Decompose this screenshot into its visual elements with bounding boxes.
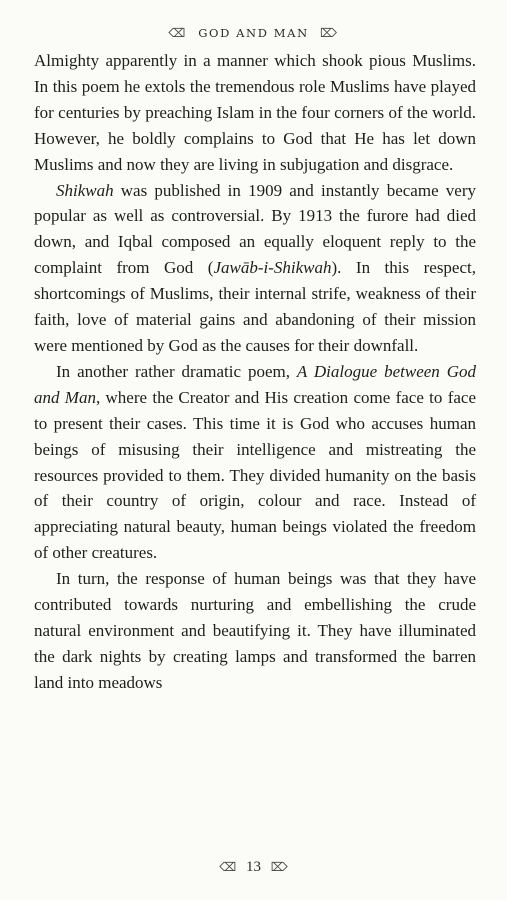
- right-ornament-icon: ⌦: [270, 860, 288, 874]
- paragraph-2: [34, 178, 476, 359]
- left-ornament-icon: ⌫: [219, 860, 237, 874]
- italic-title-dialogue: A Dialogue between God and Man: [34, 361, 476, 407]
- page-number: 13: [246, 859, 261, 875]
- right-ornament-icon: ⌦: [320, 26, 339, 40]
- paragraph-3: [34, 359, 476, 566]
- paragraph-3-text-a: In another rather dramatic poem,: [56, 361, 297, 381]
- chapter-title: GOD AND MAN: [198, 26, 309, 40]
- running-head: [0, 26, 507, 40]
- italic-title-shikwah: Shikwah: [56, 180, 114, 200]
- left-ornament-icon: ⌫: [168, 26, 187, 40]
- page-footer: [0, 859, 507, 876]
- paragraph-2-text-a: was published in 1909 and instantly became very popular as well as controversial. By 1913 the furore had died down, and Iqbal composed an equally eloquent reply to the complaint from God (: [34, 180, 476, 278]
- paragraph-2-text-b: ). In this respect, shortcomings of Muslims, their internal strife, weakness of their faith, love of material gains and abandoning of their mission were mentioned by God as the causes for their downfall.: [34, 258, 476, 355]
- paragraph-4: In turn, the response of human beings was that they have contributed towards nurturing and embellishing the crude natural environment and beautifying it. They have illuminated the dark nights by creating lamps and transformed the barren land into meadows: [34, 569, 476, 692]
- paragraph-3-text-b: , where the Creator and His creation come face to face to present their cases. This time it is God who accuses human beings of misusing their intelligence and mistreating the resources provided to them. They divided humanity on the basis of their country of origin, colour and race. Instead of appreciating natural beauty, human beings violated the freedom of other creatures.: [34, 387, 476, 563]
- body-text: [34, 48, 476, 696]
- italic-title-jawab: Jawāb-i-Shikwah: [213, 258, 332, 278]
- paragraph-1: Almighty apparently in a manner which shook pious Muslims. In this poem he extols the tremendous role Muslims have played for centuries by preaching Islam in the four corners of the world. However, he boldly complains to God that He has let down Muslims and now they are living in subjugation and disgrace.: [34, 51, 476, 174]
